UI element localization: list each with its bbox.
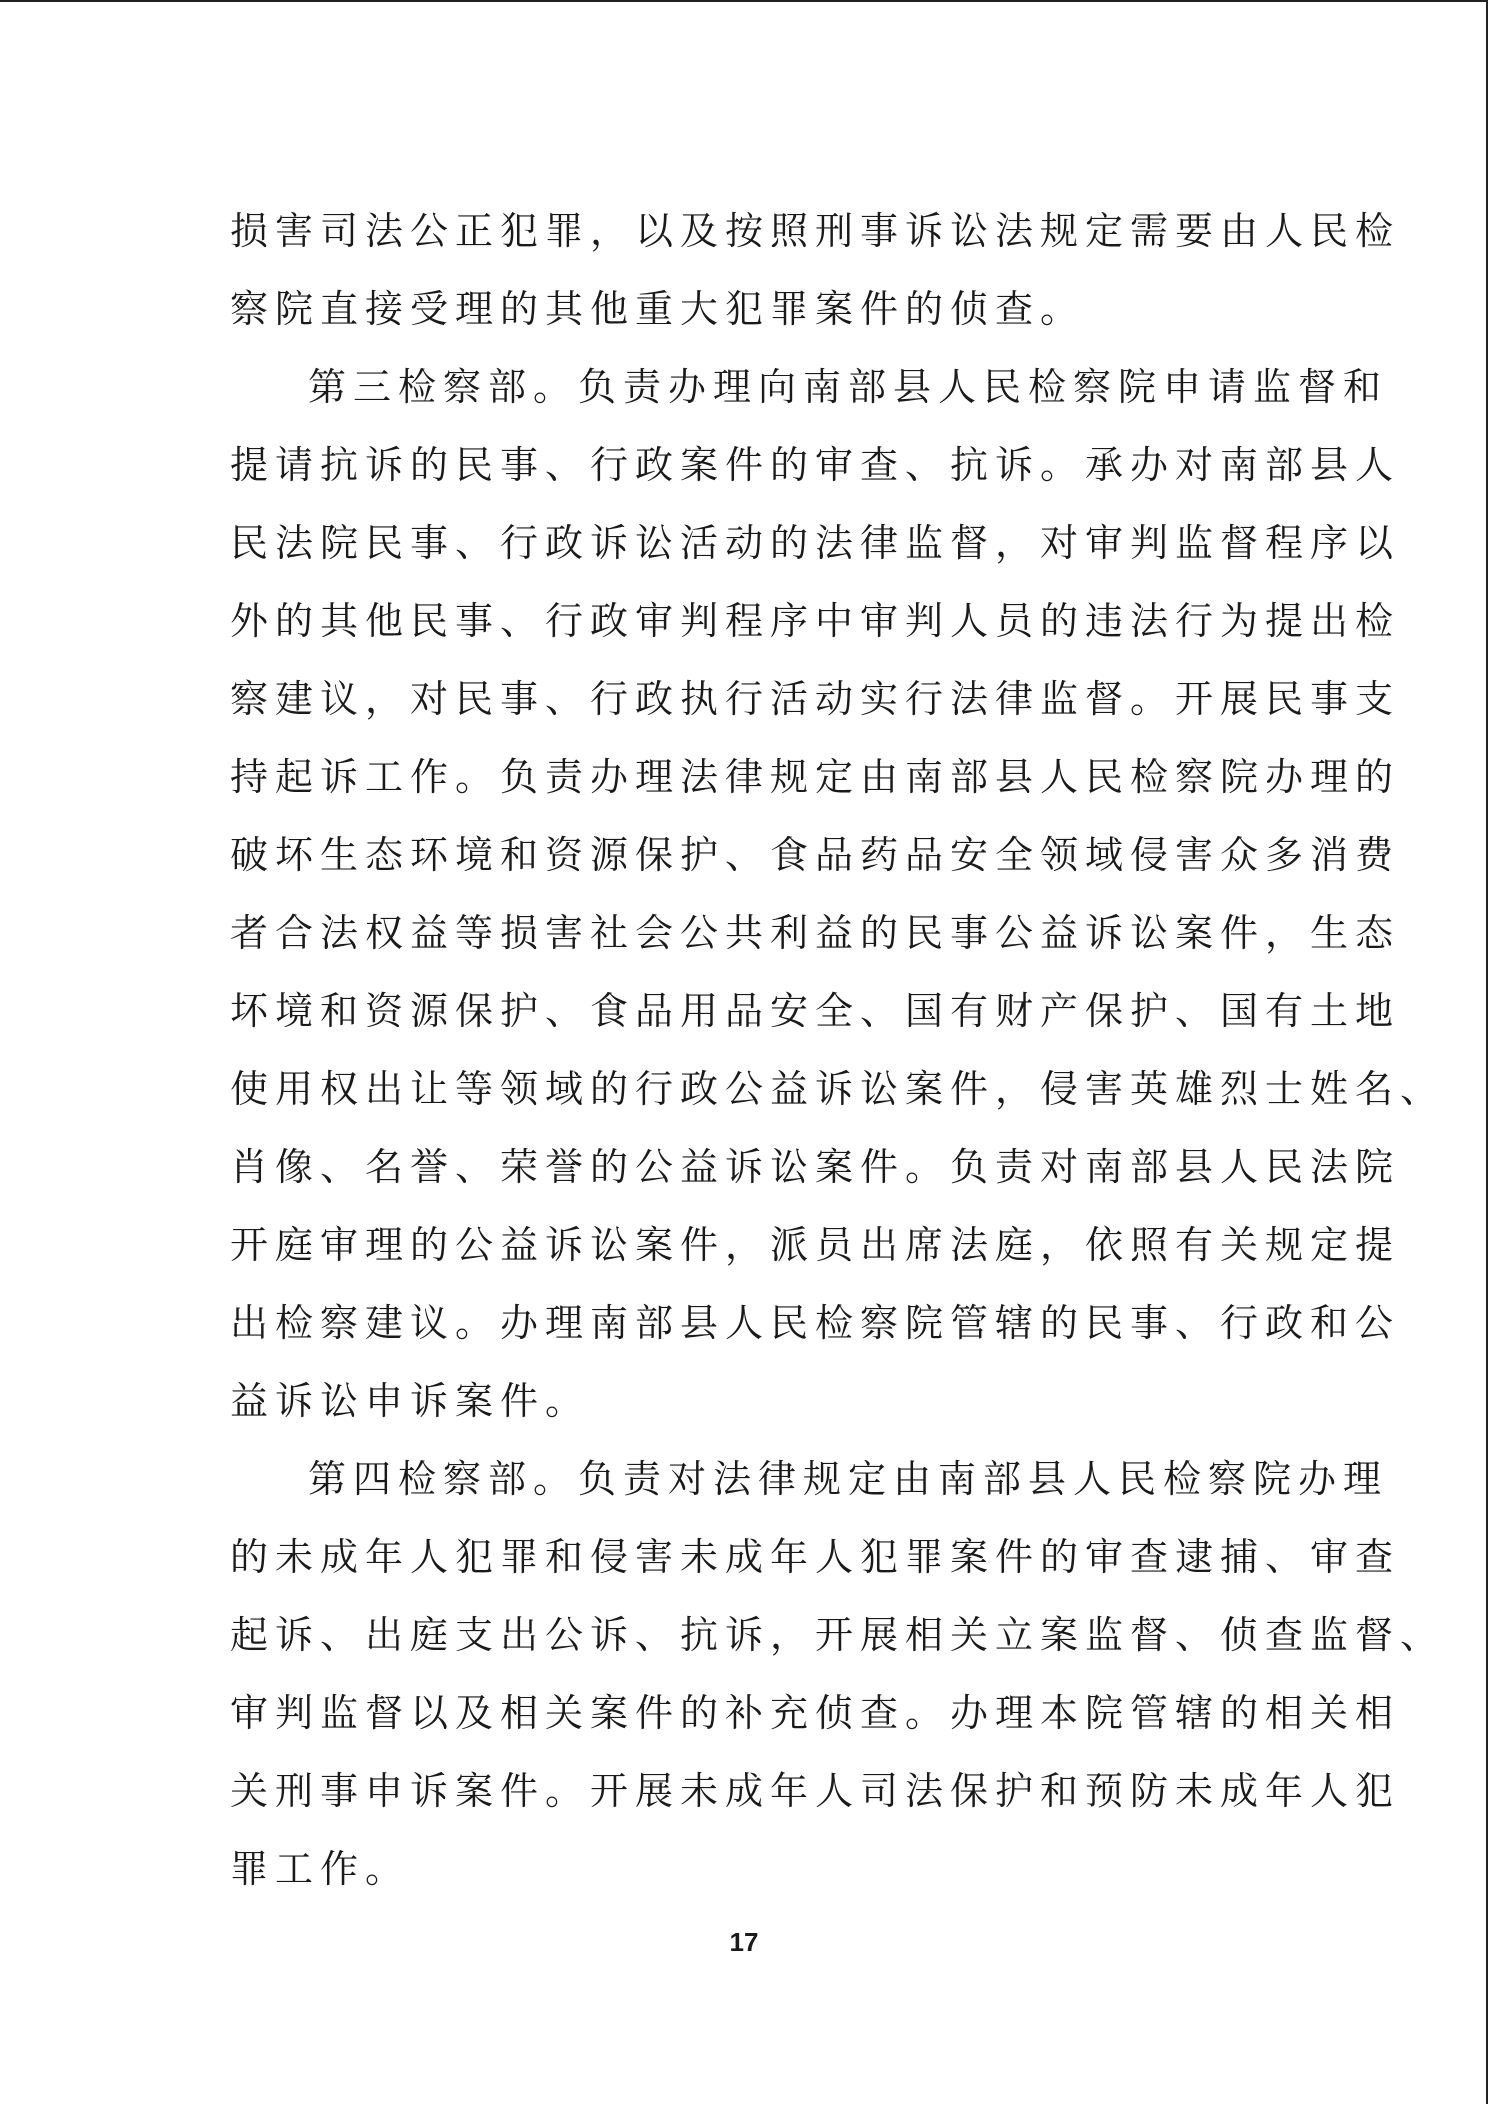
text-line: 外的其他民事、行政审判程序中审判人员的违法行为提出检 xyxy=(230,599,1401,643)
text-line: 持起诉工作。负责办理法律规定由南部县人民检察院办理的 xyxy=(230,755,1401,799)
body-text xyxy=(230,192,1446,1908)
text-line: 关刑事申诉案件。开展未成年人司法保护和预防未成年人犯 xyxy=(230,1769,1401,1813)
text-line: 罪工作。 xyxy=(230,1847,411,1891)
text-line: 损害司法公正犯罪，以及按照刑事诉讼法规定需要由人民检 xyxy=(230,209,1401,253)
text-line: 开庭审理的公益诉讼案件，派员出席法庭，依照有关规定提 xyxy=(230,1223,1401,1267)
text-line: 审判监督以及相关案件的补充侦查。办理本院管辖的相关相 xyxy=(230,1691,1401,1735)
text-line: 使用权出让等领域的行政公益诉讼案件，侵害英雄烈士姓名、 xyxy=(230,1067,1446,1111)
text-line: 的未成年人犯罪和侵害未成年人犯罪案件的审查逮捕、审查 xyxy=(230,1535,1401,1579)
paragraph-start-third-department: 第三检察部。负责办理向南部县人民检察院申请监督和 xyxy=(308,365,1389,409)
paragraph-start-fourth-department: 第四检察部。负责对法律规定由南部县人民检察院办理 xyxy=(308,1457,1389,1501)
page-number: 17 xyxy=(729,1927,759,1957)
text-line: 民法院民事、行政诉讼活动的法律监督，对审判监督程序以 xyxy=(230,521,1401,565)
text-line: 者合法权益等损害社会公共利益的民事公益诉讼案件，生态 xyxy=(230,911,1401,955)
text-line: 益诉讼申诉案件。 xyxy=(230,1379,591,1423)
text-line: 起诉、出庭支出公诉、抗诉，开展相关立案监督、侦查监督、 xyxy=(230,1613,1446,1657)
text-line: 肖像、名誉、荣誉的公益诉讼案件。负责对南部县人民法院 xyxy=(230,1145,1401,1189)
text-line: 察院直接受理的其他重大犯罪案件的侦查。 xyxy=(230,287,1086,331)
text-line: 破坏生态环境和资源保护、食品药品安全领域侵害众多消费 xyxy=(230,833,1401,877)
text-line: 出检察建议。办理南部县人民检察院管辖的民事、行政和公 xyxy=(230,1301,1401,1345)
text-line: 提请抗诉的民事、行政案件的审查、抗诉。承办对南部县人 xyxy=(230,443,1401,487)
text-line: 坏境和资源保护、食品用品安全、国有财产保护、国有土地 xyxy=(230,989,1401,1033)
text-line: 察建议，对民事、行政执行活动实行法律监督。开展民事支 xyxy=(230,677,1401,721)
